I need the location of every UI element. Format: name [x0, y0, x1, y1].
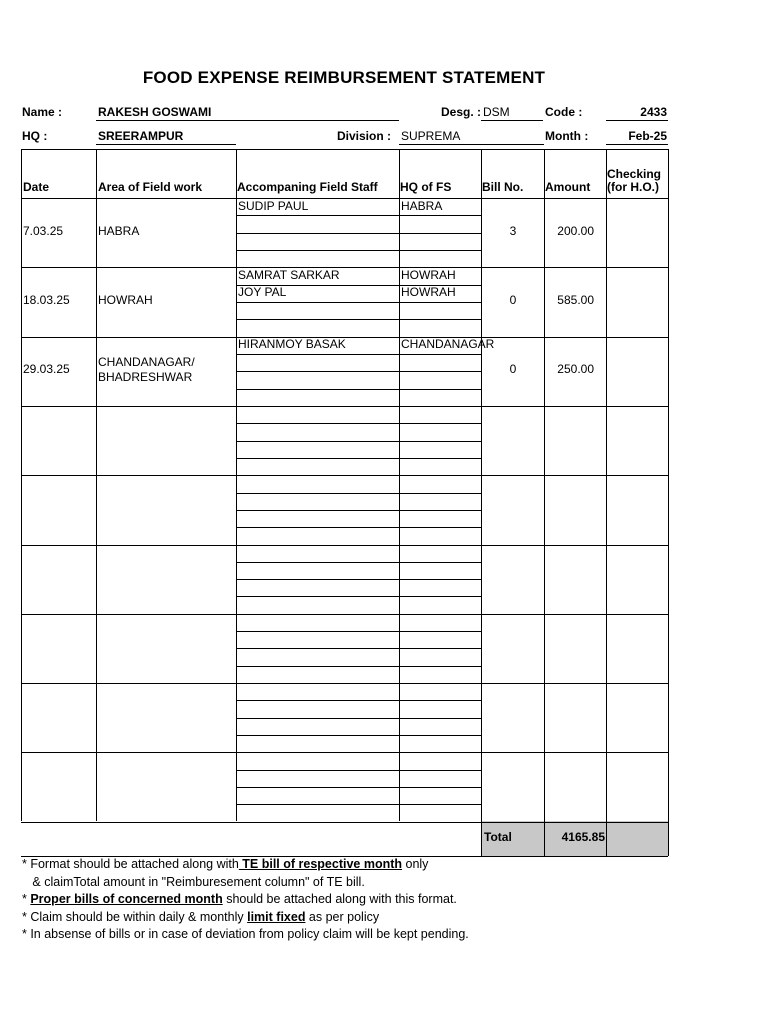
col-header-date: Date [23, 180, 50, 194]
grid-row-line [21, 267, 668, 268]
grid-subrow-line [236, 423, 481, 424]
note-1-continued: & claimTotal amount in "Reimburesement column" of TE bill. [22, 874, 365, 889]
row-1-date[interactable]: 7.03.25 [23, 224, 64, 238]
code-label: Code : [545, 105, 583, 119]
grid-subrow-line [236, 596, 481, 597]
note-3: * Claim should be within daily & monthly limit fixed as per policy [22, 909, 380, 924]
month-label: Month : [545, 129, 589, 143]
col-header-checking-ho: (for H.O.) [607, 180, 659, 194]
total-label: Total [484, 830, 512, 844]
division-underline [399, 144, 544, 145]
grid-subrow-line [236, 527, 481, 528]
grid-col-line [21, 149, 22, 821]
grid-col-line [668, 149, 669, 856]
grid-top-line [21, 149, 668, 150]
grid-subrow-line [236, 441, 481, 442]
code-value[interactable]: 2433 [640, 105, 667, 119]
grid-subrow-line [236, 302, 481, 303]
row-2-date[interactable]: 18.03.25 [23, 293, 70, 307]
row-1-area[interactable]: HABRA [98, 224, 140, 238]
row-2-hq-2[interactable]: HOWRAH [401, 285, 456, 299]
row-3-area-line-1[interactable]: CHANDANAGAR/ [98, 355, 195, 369]
division-value[interactable]: SUPREMA [401, 129, 461, 143]
grid-subrow-line [236, 700, 481, 701]
grid-subrow-line [236, 666, 481, 667]
col-header-checking: Checking [607, 167, 662, 181]
grid-subrow-line [236, 562, 481, 563]
grid-subrow-line [236, 371, 481, 372]
grid-subrow-line [236, 804, 481, 805]
page-title: FOOD EXPENSE REIMBURSEMENT STATEMENT [142, 68, 546, 87]
row-3-amount[interactable]: 250.00 [557, 362, 594, 376]
note-1: * Format should be attached along with TE bill of respective month only [22, 857, 429, 871]
row-2-staff-1[interactable]: SAMRAT SARKAR [238, 268, 340, 282]
grid-subrow-line [236, 718, 481, 719]
grid-subrow-line [236, 250, 481, 251]
hq-underline [96, 144, 236, 145]
row-2-amount[interactable]: 585.00 [557, 293, 594, 307]
row-2-staff-2[interactable]: JOY PAL [238, 285, 287, 299]
desg-label: Desg. : [441, 105, 482, 119]
row-2-bill-no[interactable]: 0 [509, 293, 517, 307]
col-header-amount: Amount [545, 180, 591, 194]
col-header-area: Area of Field work [98, 180, 203, 194]
row-1-amount[interactable]: 200.00 [557, 224, 594, 238]
grid-subrow-line [236, 770, 481, 771]
grid-subrow-line [236, 493, 481, 494]
grid-row-line [21, 752, 668, 753]
row-3-hq-1[interactable]: CHANDANAGAR [401, 337, 495, 351]
name-underline [96, 120, 399, 121]
hq-value[interactable]: SREERAMPUR [98, 129, 184, 143]
grid-subrow-line [236, 215, 481, 216]
grid-subrow-line [236, 319, 481, 320]
grid-subrow-line [236, 579, 481, 580]
grid-row-line [21, 406, 668, 407]
row-1-hq-1[interactable]: HABRA [401, 199, 443, 213]
col-header-staff: Accompaning Field Staff [237, 180, 378, 194]
note-4: * In absense of bills or in case of deviation from policy claim will be kept pending. [22, 927, 469, 941]
grid-subrow-line [236, 735, 481, 736]
col-header-hq-fs: HQ of FS [400, 180, 452, 194]
grid-col-line [606, 149, 607, 856]
row-1-bill-no[interactable]: 3 [509, 224, 517, 238]
row-3-date[interactable]: 29.03.25 [23, 362, 70, 376]
grid-subrow-line [236, 648, 481, 649]
grid-subrow-line [236, 389, 481, 390]
note-2: * Proper bills of concerned month should be attached along with this format. [22, 892, 457, 906]
row-3-staff-1[interactable]: HIRANMOY BASAK [238, 337, 346, 351]
notes [22, 856, 469, 944]
month-value[interactable]: Feb-25 [628, 129, 667, 143]
grid-col-line [481, 149, 482, 856]
total-amount: 4165.85 [561, 830, 605, 844]
grid-header-line [21, 198, 668, 199]
month-underline [606, 144, 668, 145]
grid-subrow-line [236, 458, 481, 459]
grid-row-line [21, 545, 668, 546]
col-header-bill-no: Bill No. [482, 180, 524, 194]
division-label: Division : [337, 129, 392, 143]
grid-subrow-line [236, 285, 481, 286]
name-value[interactable]: RAKESH GOSWAMI [98, 105, 212, 119]
row-3-area-line-2[interactable]: BHADRESHWAR [98, 370, 193, 384]
grid-row-line [21, 337, 668, 338]
desg-underline [481, 120, 543, 121]
grid-row-line [21, 614, 668, 615]
hq-label: HQ : [22, 129, 48, 143]
grid-col-line [96, 149, 97, 821]
grid-subrow-line [236, 354, 481, 355]
grid-subrow-line [236, 510, 481, 511]
desg-value[interactable]: DSM [483, 105, 510, 119]
grid-total-bottom-line [481, 856, 668, 857]
grid-row-line [21, 683, 668, 684]
grid-subrow-line [236, 233, 481, 234]
row-2-area[interactable]: HOWRAH [98, 293, 153, 307]
grid-row-line [21, 822, 668, 823]
row-3-bill-no[interactable]: 0 [509, 362, 517, 376]
grid-subrow-line [236, 787, 481, 788]
code-underline [606, 120, 668, 121]
grid-row-line [21, 475, 668, 476]
name-label: Name : [22, 105, 63, 119]
grid-subrow-line [236, 631, 481, 632]
row-1-staff-1[interactable]: SUDIP PAUL [238, 199, 309, 213]
grid-col-line [544, 149, 545, 856]
row-2-hq-1[interactable]: HOWRAH [401, 268, 456, 282]
